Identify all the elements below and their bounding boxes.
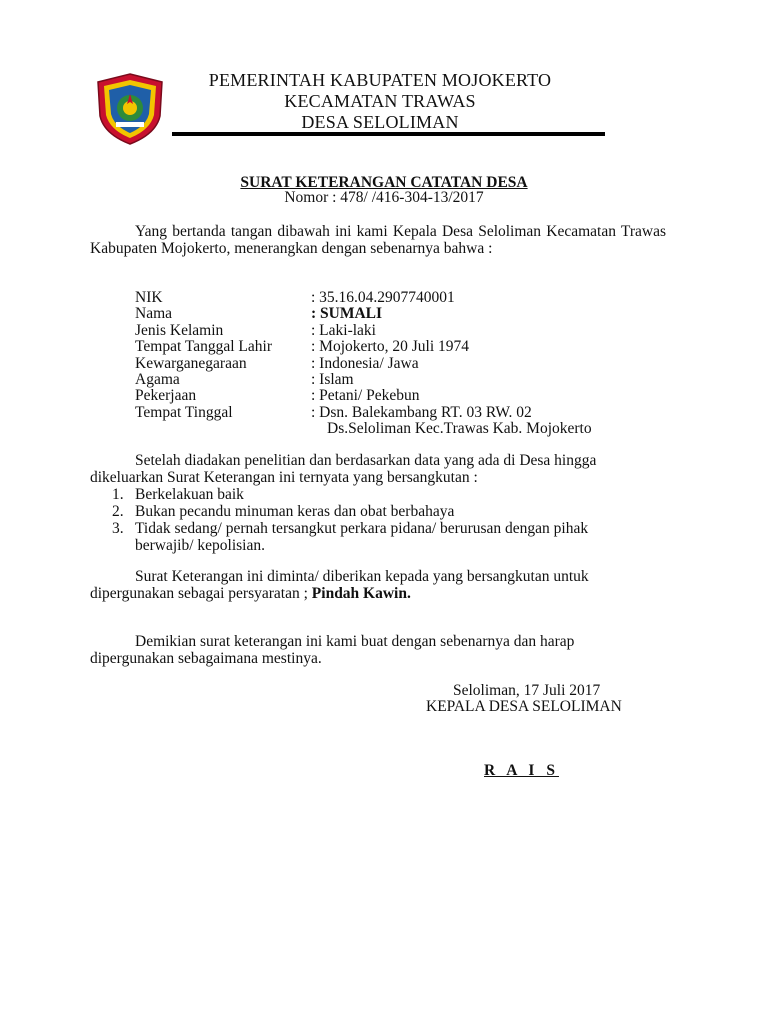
identity-label: Pekerjaan (135, 387, 197, 405)
identity-row (135, 388, 655, 404)
identity-label: Agama (135, 371, 180, 389)
regency-emblem-icon (94, 72, 166, 146)
findings-paragraph (90, 452, 666, 486)
identity-row (135, 356, 655, 372)
identity-label: NIK (135, 289, 163, 306)
identity-row (135, 323, 655, 339)
list-text: Berkelakuan baik (135, 486, 244, 503)
identity-value: : Islam (311, 371, 354, 389)
identity-value: : Petani/ Pekebun (311, 387, 420, 405)
signature-position: KEPALA DESA SELOLIMAN (426, 698, 622, 715)
letterhead-district: KECAMATAN TRAWAS (284, 91, 476, 111)
list-item (112, 503, 672, 520)
closing-line: Demikian surat keterangan ini kami buat dengan sebenarnya dan harap (135, 633, 575, 650)
identity-value: : Indonesia/ Jawa (311, 354, 419, 372)
identity-label: Kewarganegaraan (135, 354, 247, 372)
document-number: Nomor : 478/ /416-304-13/2017 (284, 189, 484, 206)
identity-value: : Laki-laki (311, 321, 376, 339)
identity-row (135, 405, 655, 421)
purpose-line (90, 585, 666, 602)
letterhead-divider (172, 132, 605, 136)
identity-value: : Dsn. Balekambang RT. 03 RW. 02 (311, 403, 532, 421)
closing-line: dipergunakan sebagaimana mestinya. (90, 650, 322, 667)
findings-list (112, 486, 672, 554)
identity-value: : Mojokerto, 20 Juli 1974 (311, 338, 470, 356)
document-title: SURAT KETERANGAN CATATAN DESA (240, 174, 528, 191)
list-number: 1. (112, 486, 124, 503)
identity-table (135, 290, 655, 438)
intro-text: Yang bertanda tangan dibawah ini kami Kepala Desa Seloliman Kecamatan Trawas Kabupaten Mojokerto, menerangkan dengan sebenarnya bahwa : (90, 223, 666, 257)
identity-label: Nama (135, 305, 173, 323)
letterhead (160, 70, 600, 133)
list-text: Bukan pecandu minuman keras dan obat berbahaya (135, 503, 455, 520)
identity-row (135, 290, 655, 306)
findings-line: dikeluarkan Surat Keterangan ini ternyata yang bersangkutan : (90, 469, 478, 486)
list-text-line: Tidak sedang/ pernah tersangkut perkara pidana/ berurusan dengan pihak (135, 520, 589, 537)
identity-row (135, 339, 655, 355)
identity-label: Tempat Tanggal Lahir (135, 338, 272, 356)
identity-row (135, 306, 655, 322)
identity-label: Tempat Tinggal (135, 403, 233, 421)
list-item (112, 520, 672, 554)
identity-label: Jenis Kelamin (135, 321, 224, 339)
identity-row (135, 372, 655, 388)
identity-value: : 35.16.04.2907740001 (311, 289, 455, 306)
signature-place-date: Seloliman, 17 Juli 2017 (453, 682, 601, 699)
findings-line: Setelah diadakan penelitian dan berdasarkan data yang ada di Desa hingga (135, 452, 597, 469)
purpose-line: Surat Keterangan ini diminta/ diberikan kepada yang bersangkutan untuk (135, 568, 589, 585)
purpose-paragraph (90, 568, 666, 602)
purpose-text: dipergunakan sebagai persyaratan ; (90, 585, 312, 602)
list-item (112, 486, 672, 503)
identity-value: : SUMALI (311, 305, 383, 323)
letterhead-government: PEMERINTAH KABUPATEN MOJOKERTO (208, 70, 552, 90)
list-text-continuation: berwajib/ kepolisian. (135, 537, 265, 554)
closing-paragraph (90, 633, 666, 667)
letterhead-village: DESA SELOLIMAN (301, 112, 459, 132)
intro-paragraph (90, 223, 666, 257)
address-continuation: Ds.Seloliman Kec.Trawas Kab. Mojokerto (327, 420, 592, 438)
list-number: 3. (112, 520, 124, 537)
list-number: 2. (112, 503, 124, 520)
signer-name: R A I S (484, 762, 559, 779)
list-text (135, 520, 672, 554)
purpose-emphasis: Pindah Kawin. (311, 585, 411, 602)
